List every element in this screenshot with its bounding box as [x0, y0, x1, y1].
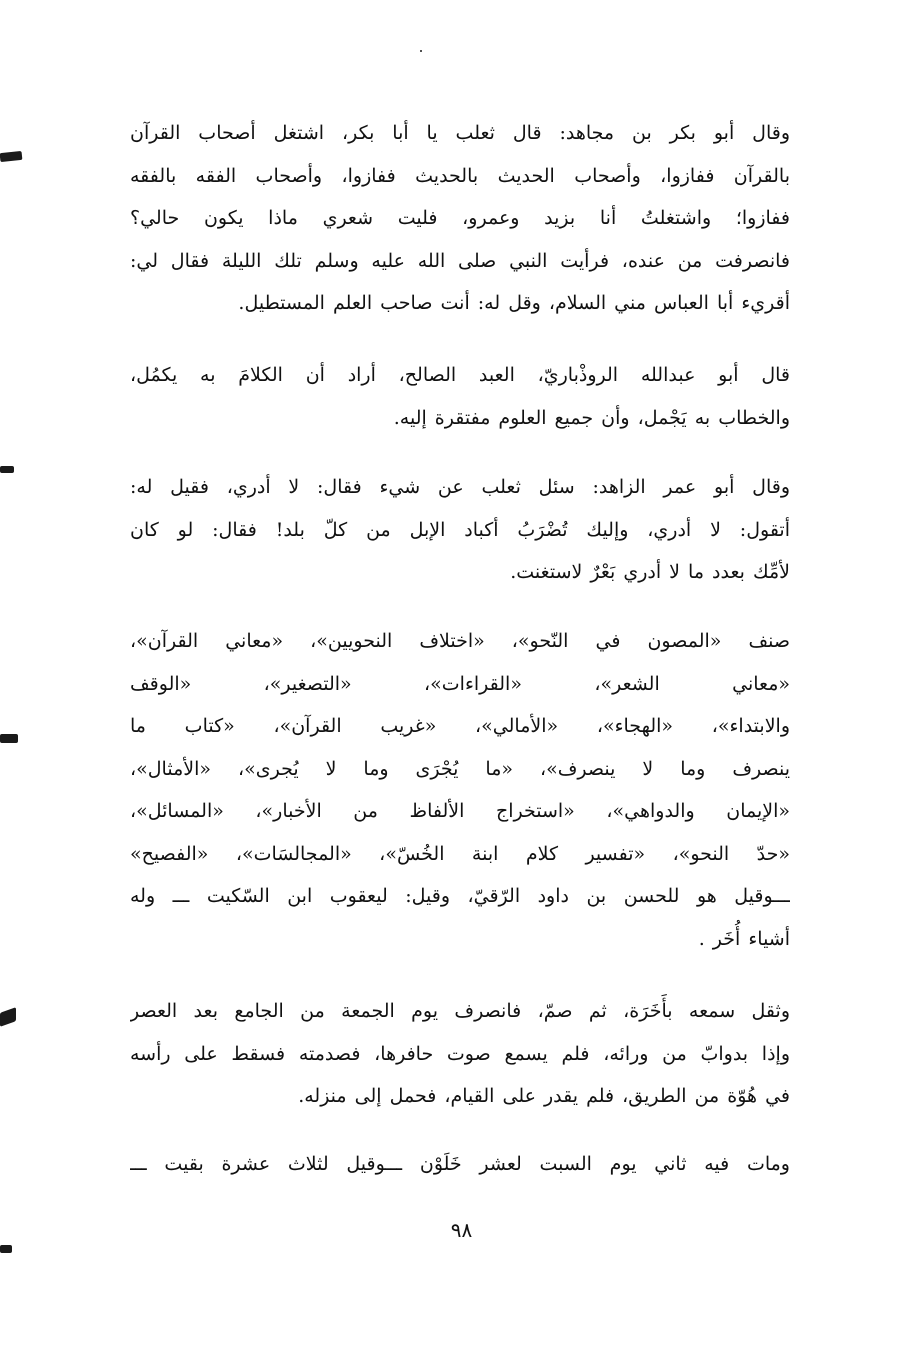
text-line: والابتداء»، «الهجاء»، «الأمالي»، «غريب القرآن»، «كتاب ما — [130, 715, 790, 737]
text-line: في هُوّة من الطريق، فلم يقدر على القيام، فحمل إلى منزله. — [298, 1085, 790, 1107]
text-line: «الإيمان والدواهي»، «استخراج الألفاظ من الأخبار»، «المسائل»، — [130, 800, 790, 822]
scan-artifact — [0, 466, 14, 473]
paragraph-deafness — [130, 990, 790, 1118]
scan-artifact — [0, 1245, 12, 1253]
text-line: وثقل سمعه بأَخَرَة، ثم صمّ، فانصرف يوم الجمعة من الجامع بعد العصر — [130, 1000, 790, 1022]
page-number: ٩٨ — [450, 1218, 473, 1242]
text-line: أشياء أُخَر . — [698, 927, 790, 950]
text-line: ـــوقيل هو للحسن بن داود الرّقيّ، وقيل: ليعقوب ابن السّكيت ـــ وله — [130, 885, 790, 907]
text-line: ومات فيه ثاني يوم السبت لعشر خَلَوْن ـــوقيل لثلاث عشرة بقيت ـــ — [130, 1153, 790, 1175]
scan-artifact — [0, 151, 22, 162]
text-line: بالقرآن ففازوا، وأصحاب الحديث بالحديث ففازوا، وأصحاب الفقه بالفقه — [130, 164, 790, 187]
scan-artifact — [0, 734, 18, 743]
text-line: «معاني الشعر»، «القراءات»، «التصغير»، «الوقف — [130, 672, 790, 695]
text-line: أقريء أبا العباس مني السلام، وقل له: أنت صاحب العلم المستطيل. — [238, 292, 790, 314]
text-line: ينصرف وما لا ينصرف»، «ما يُجْرَى وما لا يُجرى»، «الأمثال»، — [130, 757, 790, 780]
text-line: صنف «المصون في النّحو»، «اختلاف النحويين»، «معاني القرآن»، — [130, 630, 790, 652]
scan-artifact — [420, 50, 422, 52]
text-line: وإذا بدوابّ من ورائه، فلم يسمع صوت حافرها، فصدمته فسقط على رأسه — [130, 1042, 790, 1065]
text-line: لأمِّك بعدد ما لا أدري بَعْرٌ لاستغنت. — [510, 561, 790, 583]
paragraph-rudhbari — [130, 354, 790, 439]
paragraph-death — [130, 1143, 790, 1186]
paragraph-works — [130, 620, 790, 960]
text-line: ففازوا؛ واشتغلتُ أنا بزيد وعمرو، فليت شعري ماذا يكون حالي؟ — [130, 207, 790, 229]
text-line: والخطاب به يَجْمل، وأن جميع العلوم مفتقرة إليه. — [393, 406, 790, 429]
paragraph-ibn-mujahid — [130, 112, 790, 325]
text-line: أتقول: لا أدري، وإليك تُضْرَبُ أكباد الإبل من كلّ بلد! فقال: لو كان — [130, 518, 790, 541]
text-line: «حدّ النحو»، «تفسير كلام ابنة الخُسّ»، «المجالسَات»، «الفصيح» — [130, 842, 790, 865]
text-line: وقال أبو عمر الزاهد: سئل ثعلب عن شيء فقال: لا أدري، فقيل له: — [130, 476, 790, 498]
scan-artifact — [0, 1007, 16, 1027]
paragraph-abu-umar — [130, 466, 790, 594]
text-line: وقال أبو بكر بن مجاهد: قال ثعلب يا أبا بكر، اشتغل أصحاب القرآن — [130, 122, 790, 144]
text-line: قال أبو عبدالله الروذْباريّ، العبد الصالح، أراد أن الكلامَ به يكمُل، — [130, 364, 790, 386]
text-line: فانصرفت من عنده، فرأيت النبي صلى الله عليه وسلم تلك الليلة فقال لي: — [130, 249, 790, 272]
